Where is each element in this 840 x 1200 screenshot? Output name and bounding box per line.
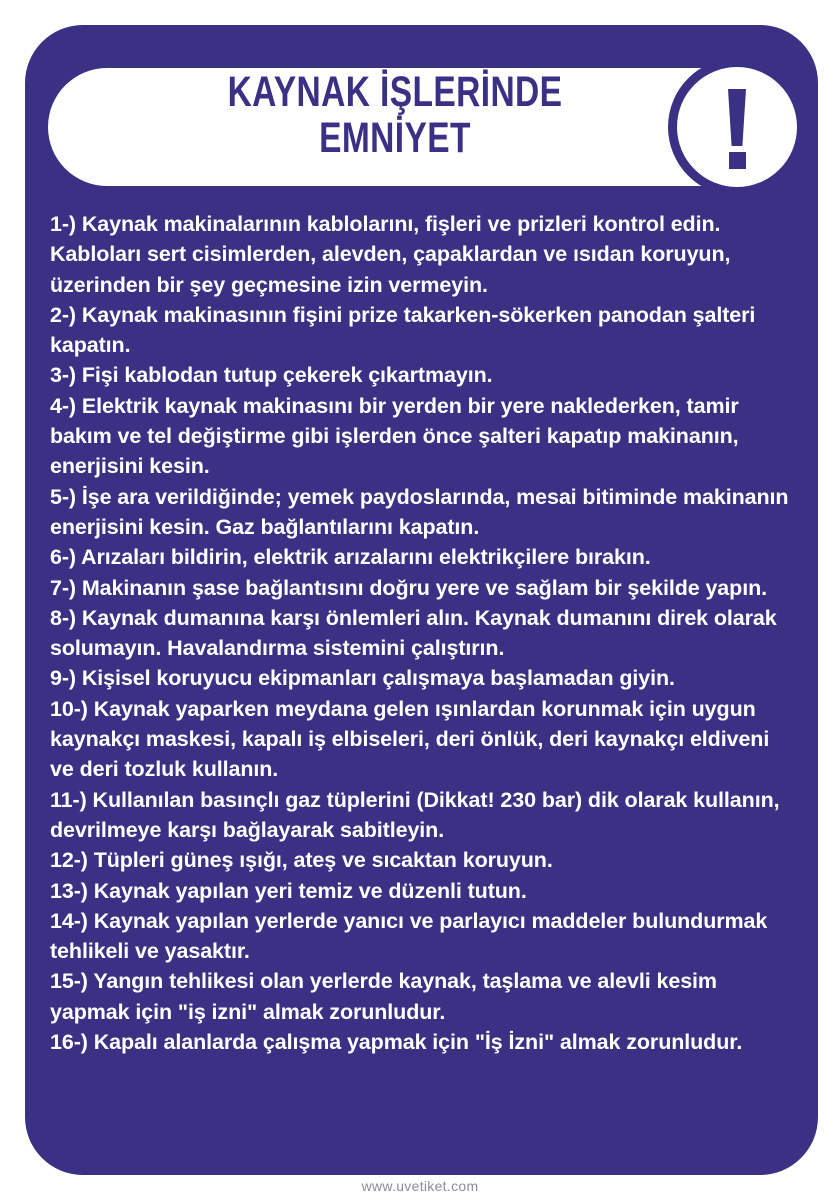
list-item: 10-) Kaynak yaparken meydana gelen ışınlardan korunmak için uygun kaynakçı maskesi, kapalı iş elbiseleri, deri önlük, deri kaynakçı eldiveni ve deri tozluk kullanın. — [50, 696, 770, 782]
exclamation-dot — [729, 152, 746, 169]
page-title-line-2: EMNİYET — [319, 114, 471, 162]
list-item: 3-) Fişi kablodan tutup çekerek çıkartmayın. — [50, 363, 493, 388]
list-item: 5-) İşe ara verildiğinde; yemek paydoslarında, mesai bitiminde makinanın enerjisini kesin. Gaz bağlantılarını kapatın. — [50, 484, 789, 539]
list-item: 7-) Makinanın şase bağlantısını doğru yere ve sağlam bir şekilde yapın. — [50, 575, 767, 600]
warning-exclamation-icon — [677, 67, 797, 187]
footer-website: www.uvetiket.com — [361, 1178, 479, 1194]
list-item: 14-) Kaynak yapılan yerlerde yanıcı ve parlayıcı maddeler bulundurmak tehlikeli ve yasaktır. — [50, 908, 768, 964]
poster-card — [25, 25, 818, 1175]
list-item: 16-) Kapalı alanlarda çalışma yapmak için "İş İzni" almak zorunludur. — [50, 1030, 743, 1055]
page-title-line-1: KAYNAK İŞLERİNDE — [227, 68, 563, 116]
list-item: 2-) Kaynak makinasının fişini prize takarken-sökerken panodan şalteri kapatın. — [50, 302, 756, 358]
list-item: 1-) Kaynak makinalarının kablolarını, fişleri ve prizleri kontrol edin. Kabloları sert cisimlerden, alevden, çapaklardan ve ısıdan koruyun, üzerinden bir şey geçmesine izin vermeyin. — [50, 212, 731, 297]
list-item: 8-) Kaynak dumanına karşı önlemleri alın. Kaynak dumanını direk olarak solumayın. Havalandırma sistemini çalıştırın. — [50, 605, 777, 661]
page-title — [192, 69, 598, 161]
list-item: 11-) Kullanılan basınçlı gaz tüplerini (Dikkat! 230 bar) dik olarak kullanın, devrilmeye karşı bağlayarak sabitleyin. — [50, 787, 780, 842]
list-item: 9-) Kişisel koruyucu ekipmanları çalışmaya başlamadan giyin. — [50, 666, 675, 691]
list-item: 4-) Elektrik kaynak makinasını bir yerden bir yere naklederken, tamir bakım ve tel değiştirme gibi işlerden önce şalteri kapatıp makinanın, enerjisini kesin. — [50, 393, 739, 479]
list-item: 6-) Arızaları bildirin, elektrik arızalarını elektrikçilere bırakın. — [50, 545, 651, 570]
safety-rules-list — [50, 209, 795, 1057]
list-item: 12-) Tüpleri güneş ışığı, ateş ve sıcaktan koruyun. — [50, 848, 553, 873]
list-item: 15-) Yangın tehlikesi olan yerlerde kaynak, taşlama ve alevli kesim yapmak için "iş izni" almak zorunludur. — [50, 969, 717, 1024]
list-item: 13-) Kaynak yapılan yeri temiz ve düzenli tutun. — [50, 878, 527, 903]
exclamation-bar — [728, 89, 746, 146]
